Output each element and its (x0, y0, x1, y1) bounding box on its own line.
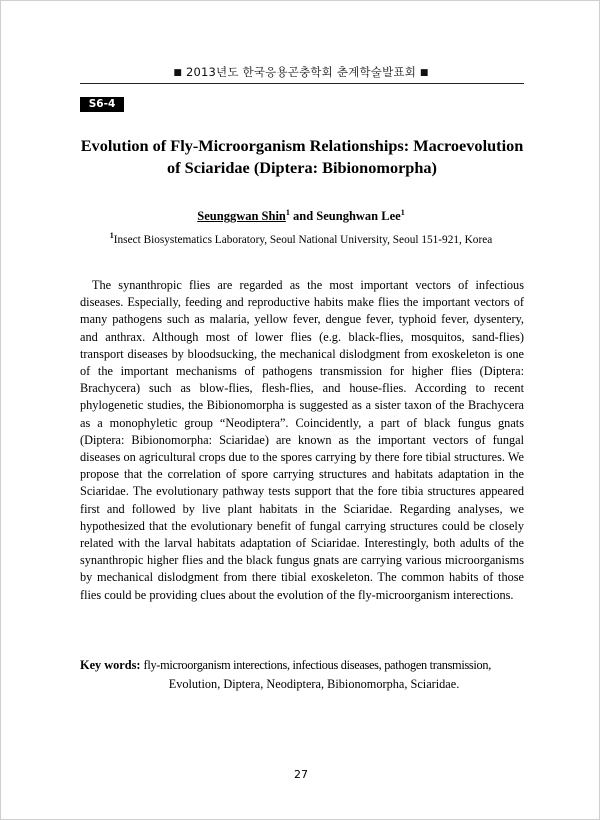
author-affiliation-mark: 1 (400, 208, 405, 217)
keywords-label: Key words: (80, 658, 141, 672)
header-bullet-right: ■ (419, 68, 429, 78)
keywords-line-1: fly-microorganism interections, infectious diseases, pathogen transmission, (143, 658, 492, 672)
author-name: Seunghwan Lee (316, 209, 401, 224)
author-name: Seunggwan Shin (197, 209, 286, 224)
header-rule (80, 83, 524, 84)
author-joiner: and (289, 209, 317, 224)
running-header (1, 64, 600, 80)
affiliation (1, 231, 600, 246)
page-number: 27 (294, 768, 308, 781)
session-tag: S6-4 (80, 97, 124, 112)
affiliation-text: Insect Biosystematics Laboratory, Seoul National University, Seoul 151-921, Korea (113, 233, 493, 246)
header-bullet-left: ■ (173, 68, 183, 78)
author-affiliation-mark: 1 (285, 208, 290, 217)
author-line (1, 208, 600, 224)
keywords (80, 656, 528, 694)
abstract-body: The synanthropic flies are regarded as the most important vectors of infectious diseases. Especially, feeding and reproductive habits make flies the important vectors of many pathogens such as malaria, yellow fever, dengue fever, typhoid fever, dysentery, and anthrax. Although most of lower flies (e.g. black-flies, mosquitos, sand-flies) transport diseases by bloodsucking, the mechanical dislodgment from exoskeleton is one of the important mechanisms of pathogens transmission for higher flies (Diptera: Brachycera) such as blow-flies, flesh-flies, and house-flies. According to recent phylogenetic studies, the Bibionomorpha is suggested as a sister taxon of the Brachycera as a monophyletic group “Neodiptera”. Coincidently, a part of black fungus gnats (Diptera: Bibionomorpha: Sciaridae) are known as the important vectors of fungal diseases on agricultural crops due to the spores carrying by there fore tibial structures. We propose that the correlation of spore carrying structures and habitats adaptation in the Sciaridae. The evolutionary pathway tests support that the fore tibia structures appeared first and followed by live plant habitats in the Sciaridae. Regarding analyses, we hypothesized that the evolutionary benefit of fungal carrying structures could be closely related with the larval habitats adaptation of Sciaridae. Interestingly, both adults of the synanthropic higher flies and the black fungus gnats are carrying various microorganisms by mechanical dislodgment from there tibial exoskeleton. The common habits of those flies could be providing clues about the evolution of the fly-microorganism interections. (80, 278, 524, 602)
paper-title: Evolution of Fly-Microorganism Relationships: Macroevolution of Sciaridae (Diptera: Bibionomorpha) (80, 136, 524, 177)
affiliation-mark: 1 (109, 231, 114, 240)
keywords-line-2: Evolution, Diptera, Neodiptera, Bibionomorpha, Sciaridae. (168, 677, 460, 691)
header-conference-title: 2013년도 한국응용곤충학회 춘계학술발표회 (185, 65, 417, 79)
